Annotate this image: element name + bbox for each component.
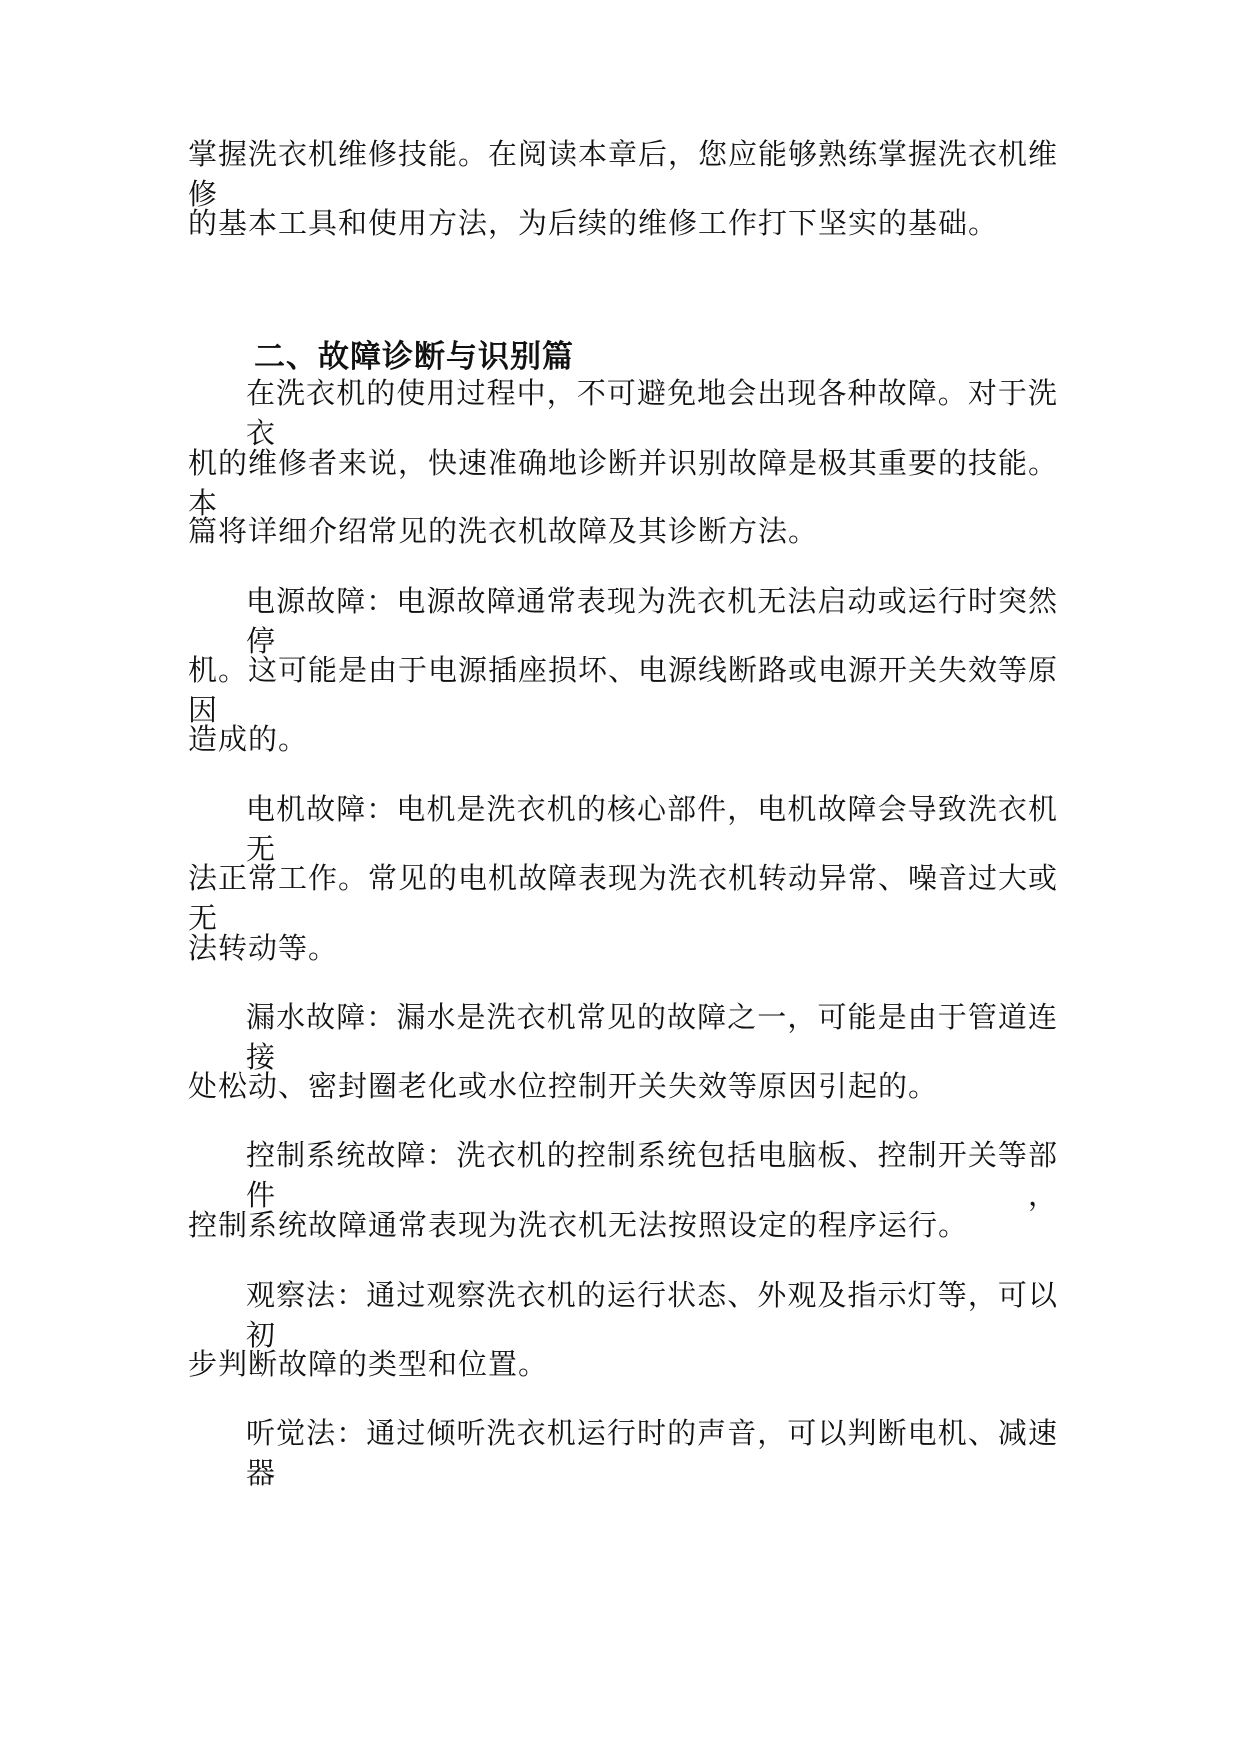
motor-line-2: 法正常工作。常见的电机故障表现为洗衣机转动异常、噪音过大或无 (188, 861, 1059, 935)
observe-line-1: 观察法：通过观察洗衣机的运行状态、外观及指示灯等，可以初 (246, 1278, 1058, 1352)
leak-line-2: 处松动、密封圈老化或水位控制开关失效等原因引起的。 (188, 1069, 939, 1103)
overview-line-1: 在洗衣机的使用过程中，不可避免地会出现各种故障。对于洗衣 (246, 376, 1058, 450)
motor-line-3: 法转动等。 (188, 931, 339, 965)
intro-line-1: 掌握洗衣机维修技能。在阅读本章后，您应能够熟练掌握洗衣机维修 (188, 137, 1059, 211)
control-line-2: 控制系统故障通常表现为洗衣机无法按照设定的程序运行。 (188, 1208, 969, 1242)
overview-line-3: 篇将详细介绍常见的洗衣机故障及其诊断方法。 (188, 514, 819, 548)
intro-line-2: 的基本工具和使用方法，为后续的维修工作打下坚实的基础。 (188, 206, 999, 240)
section-heading: 二、故障诊断与识别篇 (254, 339, 574, 375)
listen-line-1: 听觉法：通过倾听洗衣机运行时的声音，可以判断电机、减速器 (246, 1416, 1058, 1490)
power-line-1: 电源故障：电源故障通常表现为洗衣机无法启动或运行时突然停 (246, 584, 1058, 658)
motor-line-1: 电机故障：电机是洗衣机的核心部件，电机故障会导致洗衣机无 (246, 792, 1058, 866)
power-line-3: 造成的。 (188, 722, 309, 756)
leak-line-1: 漏水故障：漏水是洗衣机常见的故障之一，可能是由于管道连接 (246, 1000, 1058, 1074)
overview-line-2: 机的维修者来说，快速准确地诊断并识别故障是极其重要的技能。本 (188, 446, 1059, 520)
control-line-1: 控制系统故障：洗衣机的控制系统包括电脑板、控制开关等部件， (246, 1138, 1058, 1212)
observe-line-2: 步判断故障的类型和位置。 (188, 1347, 549, 1381)
power-line-2: 机。这可能是由于电源插座损坏、电源线断路或电源开关失效等原因 (188, 653, 1059, 727)
